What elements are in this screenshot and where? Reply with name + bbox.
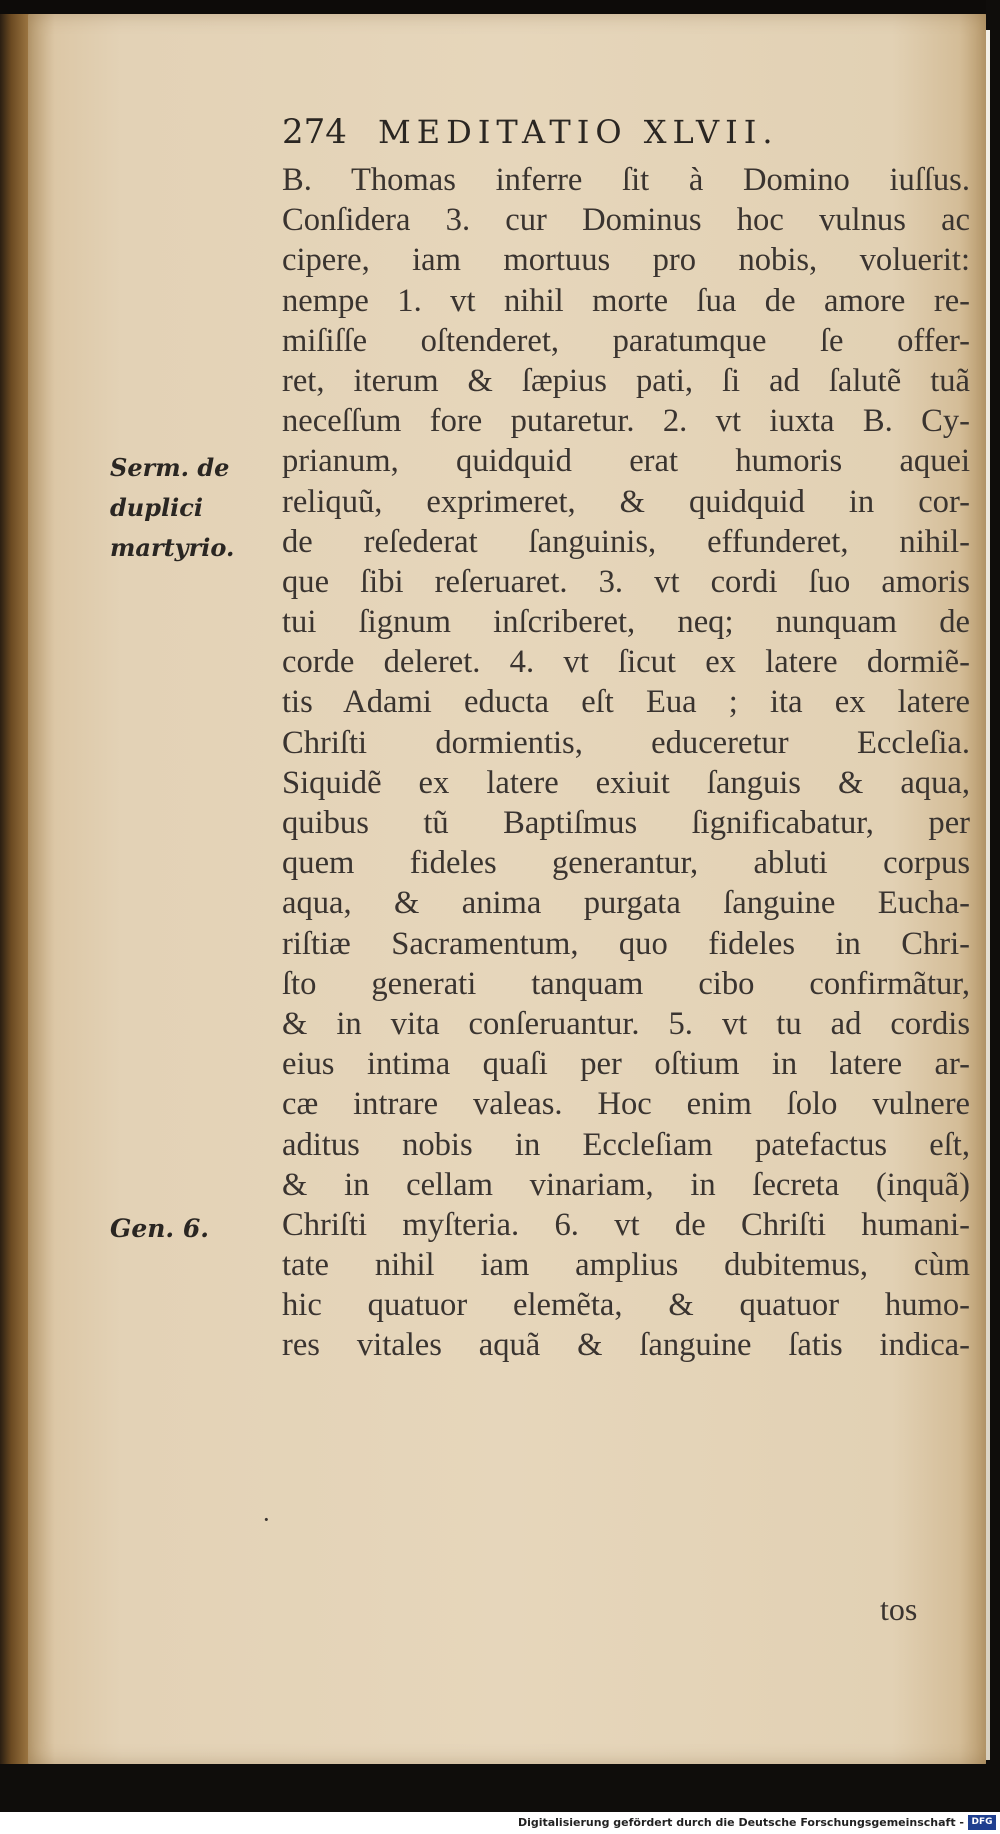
text-line: ſto generati tanquam cibo confirmãtur, xyxy=(282,965,970,1002)
bottom-border xyxy=(0,1764,1000,1812)
margin-note-sermon xyxy=(110,448,280,568)
text-line: aditus nobis in Eccleſiam patefactus eſt, xyxy=(282,1126,970,1163)
text-line: tate nihil iam amplius dubitemus, cùm xyxy=(282,1247,970,1284)
text-line: prianum, quidquid erat humoris aquei xyxy=(282,443,970,480)
page-edge-highlight xyxy=(986,30,990,1760)
text-line: res vitales aquã & ſanguine ſatis indica- xyxy=(282,1327,970,1364)
text-line: Conſidera 3. cur Dominus hoc vulnus ac xyxy=(282,202,970,239)
text-line: eius intima quaſi per oſtium in latere ar- xyxy=(282,1046,970,1083)
text-line: miſiſſe oſtenderet, paratumque ſe offer- xyxy=(282,322,970,359)
text-line: neceſſum fore putaretur. 2. vt iuxta B. Cy- xyxy=(282,403,970,440)
text-line: nempe 1. vt nihil morte ſua de amore re- xyxy=(282,282,970,319)
text-line: Chriſti dormientis, educeretur Eccleſia. xyxy=(282,724,970,761)
text-line: Chriſti myſteria. 6. vt de Chriſti humani- xyxy=(282,1206,970,1243)
text-line: Siquidẽ ex latere exiuit ſanguis & aqua, xyxy=(282,764,970,801)
book-spine-edge xyxy=(0,14,28,1774)
text-line: tui ſignum inſcriberet, neq; nunquam de xyxy=(282,604,970,641)
dfg-logo: DFG xyxy=(968,1815,996,1830)
text-line: quem fideles generantur, abluti corpus xyxy=(282,845,970,882)
text-line: que ſibi reſeruaret. 3. vt cordi ſuo amoris xyxy=(282,563,970,600)
margin-note-line: martyrio. xyxy=(110,533,235,562)
digitization-footer xyxy=(0,1812,1000,1834)
catchword: tos xyxy=(880,1591,918,1627)
text-line: ret, iterum & ſæpius pati, ſi ad ſalutẽ tuã xyxy=(282,362,970,399)
text-line: riſtiæ Sacramentum, quo fideles in Chri- xyxy=(282,925,970,962)
text-line: reliquũ, exprimeret, & quidquid in cor- xyxy=(282,483,970,520)
funding-credit: Digitalisierung gefördert durch die Deutsche Forschungsgemeinschaft - xyxy=(517,1816,964,1829)
text-line: tis Adami educta eſt Eua ; ita ex latere xyxy=(282,684,970,721)
text-line: cæ intrare valeas. Hoc enim ſolo vulnere xyxy=(282,1086,970,1123)
marginal-mark: · xyxy=(262,1505,271,1534)
page-number: 274 xyxy=(282,112,347,152)
text-line: & in cellam vinariam, in ſecreta (inquã) xyxy=(282,1166,970,1203)
text-line: & in vita conſeruantur. 5. vt tu ad cordis xyxy=(282,1005,970,1042)
text-line: cipere, iam mortuus pro nobis, voluerit: xyxy=(282,242,970,279)
text-line: de reſederat ſanguinis, effunderet, nihil- xyxy=(282,523,970,560)
running-head xyxy=(282,112,922,152)
margin-note-line: duplici xyxy=(110,493,203,522)
text-line: B. Thomas inferre ſit à Domino iuſſus. xyxy=(282,162,970,198)
margin-note-genesis: Gen. 6. xyxy=(110,1214,209,1243)
body-text xyxy=(282,160,970,1366)
text-line: aqua, & anima purgata ſanguine Eucha- xyxy=(282,885,970,922)
text-line: hic quatuor elemẽta, & quatuor humo- xyxy=(282,1287,970,1324)
text-line: corde deleret. 4. vt ſicut ex latere dormiẽ- xyxy=(282,644,970,681)
running-title: MEDITATIO XLVII. xyxy=(378,113,779,151)
top-border xyxy=(0,0,1000,14)
text-line: quibus tũ Baptiſmus ſignificabatur, per xyxy=(282,805,970,841)
margin-note-line: Serm. de xyxy=(110,453,230,482)
